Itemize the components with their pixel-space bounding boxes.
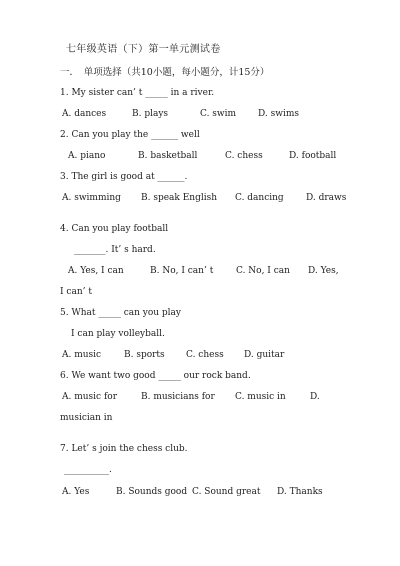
question-1-option-a: A. dances	[62, 109, 107, 119]
question-4-answer-line: _______. It’ s hard.	[74, 245, 156, 255]
question-1-stem: 1. My sister can’ t _____ in a river.	[60, 88, 215, 98]
question-7-option-c: C. Sound great	[192, 487, 261, 497]
question-3-option-d: D. draws	[306, 193, 347, 203]
question-1-option-b: B. plays	[132, 109, 169, 119]
question-2-option-a: A. piano	[68, 151, 106, 161]
question-3-option-c: C. dancing	[235, 193, 284, 203]
question-7-option-d: D. Thanks	[277, 487, 323, 497]
question-5-option-c: C. chess	[186, 350, 224, 360]
question-6-option-b: B. musicians for	[141, 392, 215, 402]
question-7-answer-line: __________.	[64, 465, 112, 475]
question-4-option-a: A. Yes, I can	[68, 266, 124, 276]
question-7-option-b: B. Sounds good	[116, 487, 188, 497]
question-6-option-a: A. music for	[62, 392, 118, 402]
question-4-option-c: C. No, I can	[236, 266, 290, 276]
question-5-answer-line: I can play volleyball.	[71, 329, 165, 339]
question-6-stem: 6. We want two good _____ our rock band.	[60, 371, 251, 381]
question-2-stem: 2. Can you play the ______ well	[60, 130, 200, 140]
question-4-option-d: D. Yes,	[308, 266, 339, 276]
document-title: 七年级英语（下）第一单元测试卷	[66, 44, 221, 55]
question-5-stem: 5. What _____ can you play	[60, 308, 182, 318]
question-3-option-b: B. speak English	[141, 193, 218, 203]
question-5-option-b: B. sports	[124, 350, 165, 360]
question-3-option-a: A. swimming	[62, 193, 121, 203]
question-5-option-a: A. music	[62, 350, 102, 360]
question-1-option-d: D. swims	[258, 109, 299, 119]
question-6-option-d: D.	[310, 392, 320, 402]
question-4-option-b: B. No, I can’ t	[150, 266, 214, 276]
question-2-option-d: D. football	[289, 151, 337, 161]
question-2-option-c: C. chess	[225, 151, 263, 161]
section-heading: 一． 单项选择（共10小题，每小题分，计15分）	[60, 67, 270, 78]
question-1-option-c: C. swim	[200, 109, 237, 119]
question-4-stem: 4. Can you play football	[60, 224, 169, 234]
question-3-stem: 3. The girl is good at ______.	[60, 172, 188, 182]
question-4-wrap-line: I can’ t	[60, 287, 92, 297]
question-6-option-c: C. music in	[235, 392, 286, 402]
question-5-option-d: D. guitar	[244, 350, 285, 360]
question-2-option-b: B. basketball	[138, 151, 198, 161]
question-7-stem: 7. Let’ s join the chess club.	[60, 444, 188, 454]
question-7-option-a: A. Yes	[62, 487, 90, 497]
question-6-wrap-line: musician in	[60, 413, 113, 423]
